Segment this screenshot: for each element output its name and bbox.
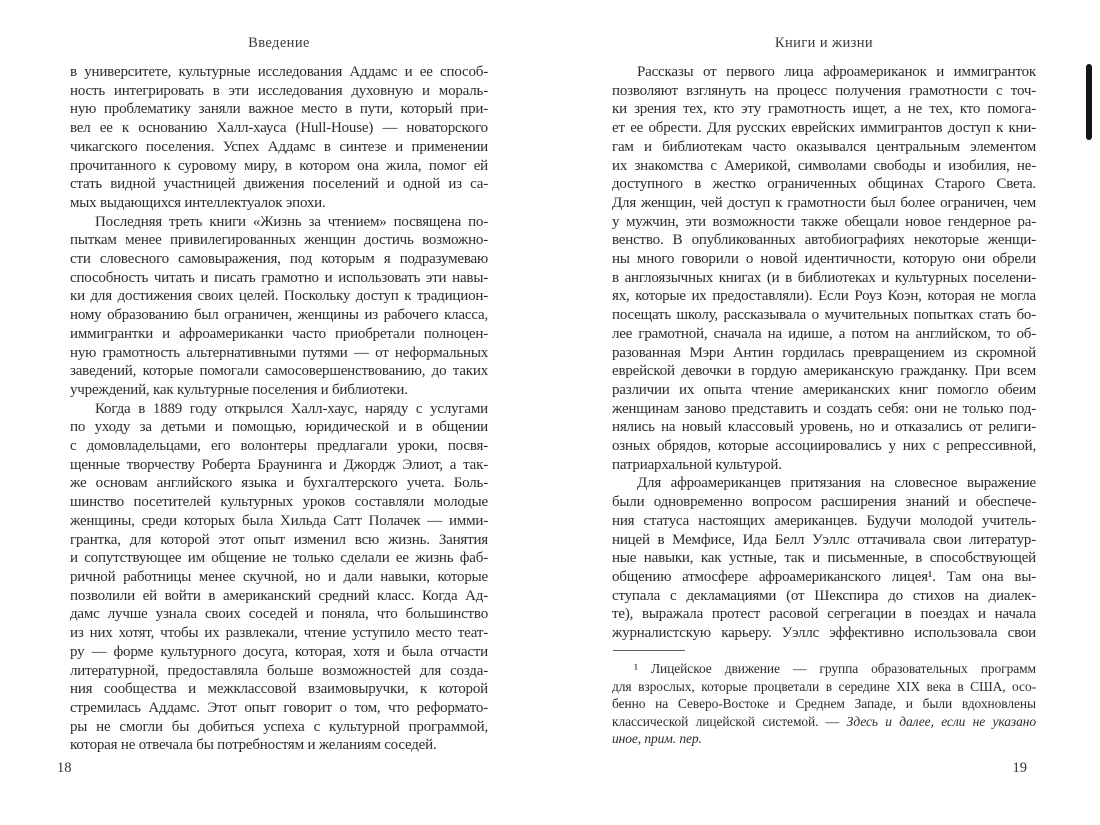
text-line: различии их опыта чтение американских книг помогло обеим (612, 381, 1036, 398)
text-line: литературной, предоставляла больше возможностей для созда- (70, 662, 488, 679)
text-line: же основам английского языка и бухгалтерского учета. Боль- (70, 475, 488, 492)
text-line: щенные творчеству Роберта Браунинга и Джордж Элиот, а так- (70, 456, 488, 473)
text-line: были одновременно вопросом расширения знаний и обеспече- (612, 494, 1036, 511)
text-line: ны много говорили о новой идентичности, которую они обрели (612, 251, 1036, 268)
text-line: дамс лучше узнала своих соседей и поняла, что большинство (70, 606, 488, 623)
text-line: ния статуса настоящих американцев. Будучи молодой учитель- (612, 512, 1036, 529)
text-line: в англоязычных книгах (и в библиотеках и культурных поселени- (612, 269, 1036, 286)
footnote-line: классической лицейской системой. — Здесь и далее, если не указано (612, 713, 1036, 729)
text-line: из них хотят, чтобы их развлекали, чтение уступило место теат- (70, 625, 488, 642)
text-line: патриархальной культурой. (612, 456, 782, 473)
scrollbar-thumb[interactable] (1086, 64, 1092, 140)
text-line: пыткам менее привилегированных женщин достичь возможно- (70, 232, 488, 249)
text-line: ет ее обрести. Для русских еврейских иммигрантов доступ к кни- (612, 120, 1036, 137)
text-line: ки зрения тех, кто эту грамотность ищет, а не тех, кто помога- (612, 101, 1036, 118)
text-line: ки для достижения своих целей. Поскольку доступ к традицион- (70, 288, 488, 305)
running-header-right: Книги и жизни (774, 35, 874, 51)
text-line: в университете, культурные исследования Аддамс и ее способ- (70, 64, 488, 80)
text-line: ния сообщества и межклассовой взаимовыручки, к которой (70, 681, 488, 698)
text-line: иммигрантки и афроамериканки часто приобретали полноцен- (70, 325, 488, 342)
footnote-line: иное, прим. пер. (612, 731, 702, 747)
footnote-line: бенно на Северо-Востоке и Среднем Западе, и были вдохновлены (612, 696, 1036, 712)
text-line: лее грамотной, сначала на идише, а потом на английском, то об- (612, 325, 1036, 342)
text-line: доступного в жестко ограниченных общинах Старого Света. (612, 176, 1036, 193)
text-line: журналистскую карьеру. Уэллс эффективно использовала свои (612, 625, 1036, 642)
text-line: Для афроамериканцев притязания на словесное выражение (637, 475, 1036, 492)
text-line: по уходу за детьми и помощью, юридической и в общении (70, 419, 488, 436)
text-line: ричной работницы менее скучной, но и дали навыки, которые (70, 568, 488, 585)
text-line: ях, которые их предоставляли). Если Роуз Коэн, которая не могла (612, 288, 1036, 305)
text-line: которая не отвечала бы потребностям и желаниям соседей. (70, 737, 437, 754)
text-line: с домовладельцами, его волонтеры предлагали уроки, посвя- (70, 438, 488, 455)
text-line: озных обрядов, которые ассоциировались у них с репрессивной, (612, 438, 1036, 455)
text-column-right (612, 63, 1036, 648)
text-line: еврейской девочки в гордую американскую гражданку. При всем (612, 363, 1036, 380)
text-line: стремилась Аддамс. Этот опыт говорит о том, что реформато- (70, 699, 488, 716)
text-line: ные навыки, как устные, так и письменные, в способствующей (612, 550, 1036, 567)
text-line: женщины, среди которых была Хильда Сатт Полачек — имми- (70, 512, 488, 529)
text-line: мых выдающихся интеллектуалок эпохи. (70, 194, 326, 211)
text-line: прочитанного к суровому миру, в котором она жила, помог ей (70, 157, 488, 174)
text-line: общению атмосфере афроамериканского лицея¹. Там она вы- (612, 568, 1036, 585)
text-line: учреждений, как культурные поселения и библиотеки. (70, 381, 408, 398)
text-line: гам и библиотекам часто оказывался центральным элементом (612, 138, 1036, 155)
text-line: разованная Мэри Антин гордилась превращением из скромной (612, 344, 1036, 361)
text-line: позволяют взглянуть на процесс получения грамотности с точ- (612, 82, 1036, 99)
text-line: Для женщин, чей доступ к грамотности был более ограничен, чем (612, 194, 1036, 211)
text-line: ность интегрировать в эти исследования духовную и мораль- (70, 82, 488, 99)
page-number-left: 18 (57, 760, 72, 776)
text-line: ную грамотность альтернативными путями — от неформальных (70, 344, 488, 361)
text-line: заведений, которые помогали самосовершенствованию, до таких (70, 363, 488, 380)
text-line: нялись на новый классовый уровень, но и отказались от религи- (612, 419, 1036, 436)
footnote-lines (612, 660, 1036, 748)
text-line: позволили ей войти в американский средний класс. Когда Ад- (70, 587, 488, 604)
text-line: грантка, для которой этот опыт изменил всю жизнь. Занятия (70, 531, 488, 548)
text-line: ницей в Мемфисе, Ида Белл Уэллс оттачивала свои литератур- (612, 531, 1036, 548)
text-line: и сопутствующее им общение не только сделали ее жизнь фаб- (70, 550, 488, 567)
text-line: вел ее к основанию Халл-хауса (Hull-House) — новаторского (70, 120, 488, 137)
footnote-rule (613, 650, 685, 651)
text-line: те), выражала протест расовой сегрегации в поездах и начала (612, 606, 1036, 623)
text-line: способность читать и писать грамотно и использовать эти навы- (70, 269, 488, 286)
text-line: сти словесного самовыражения, под которым я подразумеваю (70, 251, 488, 268)
text-line: ному образованию был ограничен, женщины из рабочего класса, (70, 307, 488, 324)
text-line: ры не смогли бы добиться успеха с культурной программой, (70, 718, 488, 735)
footnote-line: для взрослых, которые процветали в середине XIX века в США, осо- (612, 678, 1036, 694)
text-line: у мужчин, эти возможности также обещали новое гендерное ра- (612, 213, 1036, 230)
text-line: Последняя треть книги «Жизнь за чтением» посвящена по- (95, 213, 488, 230)
footnote (612, 650, 1036, 748)
footnote-line: ¹ Лицейское движение — группа образовательных программ (634, 661, 1036, 676)
text-line: ную проблематику заняли важное место в пути, который при- (70, 101, 488, 118)
text-line: шинство посетителей культурных уроков составляли молодые (70, 494, 488, 511)
page-number-right: 19 (1012, 760, 1027, 776)
text-line: стать видной участницей движения поселений и одной из са- (70, 176, 488, 193)
text-line: венство. В опубликованных автобиографиях некоторые женщи- (612, 232, 1036, 249)
text-line: Рассказы от первого лица афроамериканок и иммигранток (637, 64, 1036, 80)
running-header-left: Введение (248, 35, 310, 51)
text-line: посещать школу, рассказывала о мучительных попытках стать бо- (612, 307, 1036, 324)
text-line: чикагского поселения. Успех Аддамс в синтезе и применении (70, 138, 488, 155)
text-line: ступала с декламациями (от Шекспира до стихов на диалек- (612, 587, 1036, 604)
text-line: женщинам заново представить и создать себя: они не только под- (612, 400, 1036, 417)
text-line: Когда в 1889 году открылся Халл-хаус, наряду с услугами (95, 400, 488, 417)
text-line: ру — форме культурного досуга, которая, хотя и была отчасти (70, 643, 488, 660)
text-column-left (70, 63, 488, 763)
text-line: их знакомства с Америкой, символами свободы и изобилия, не- (612, 157, 1036, 174)
